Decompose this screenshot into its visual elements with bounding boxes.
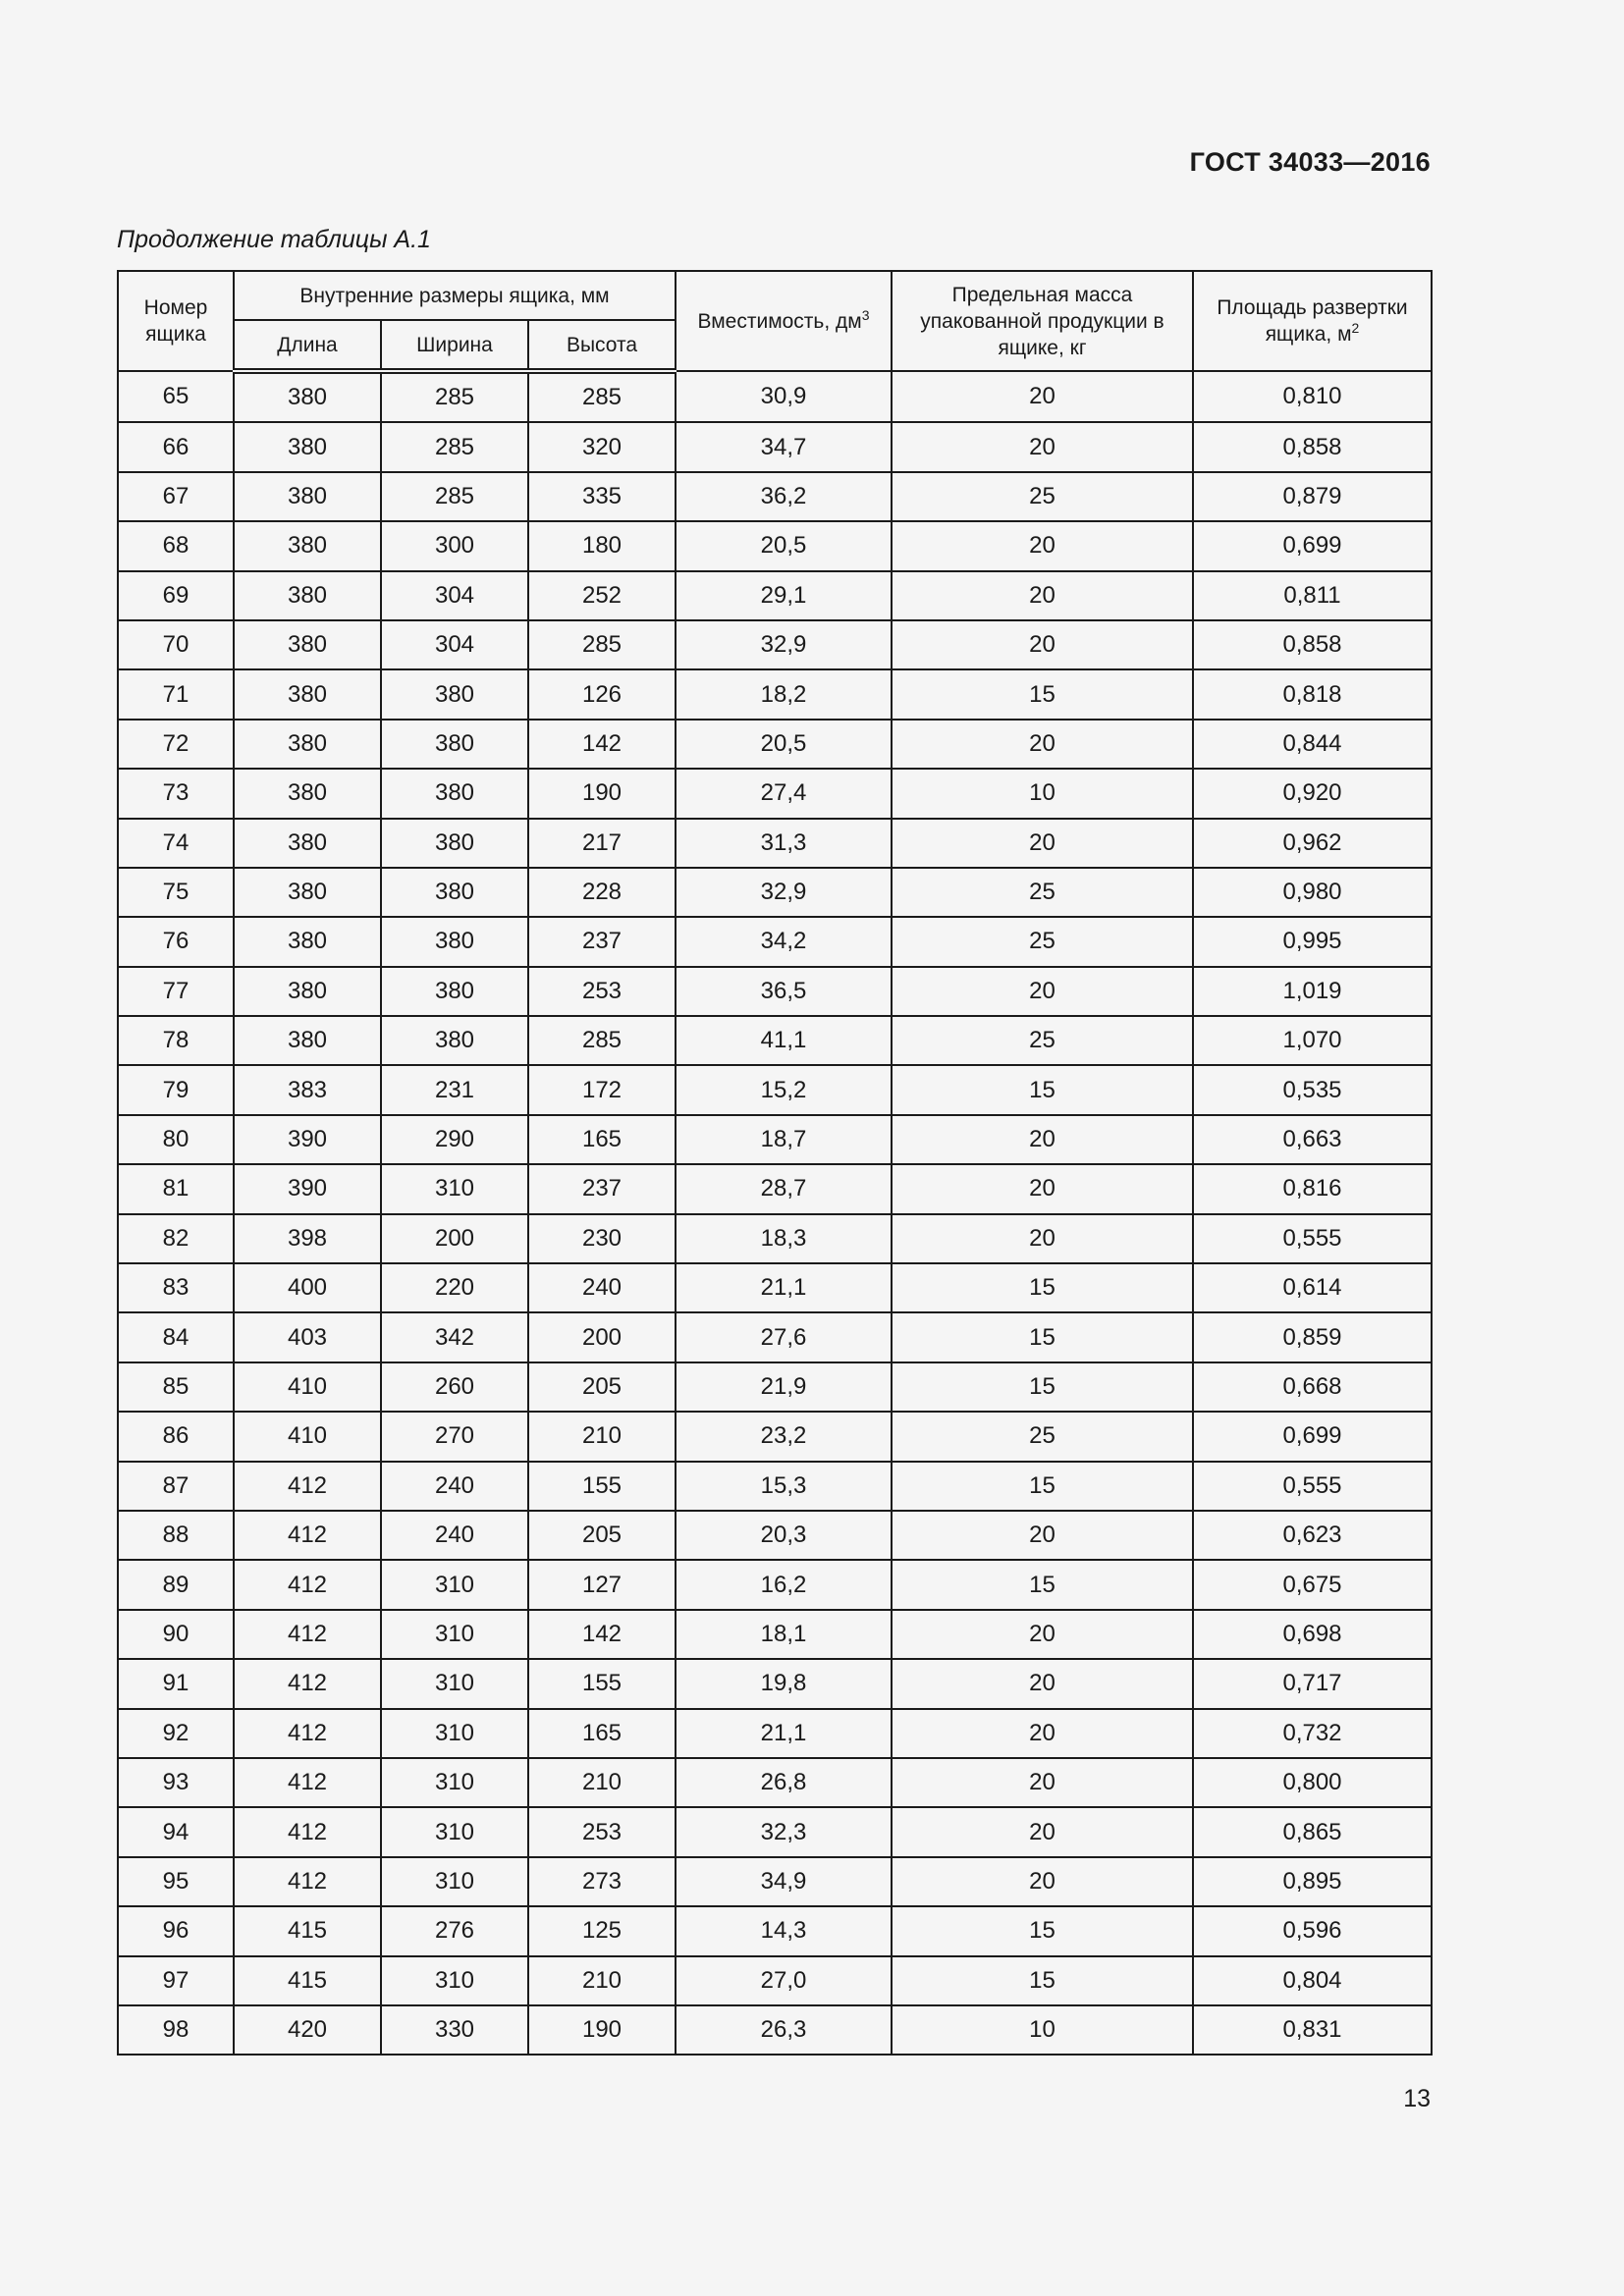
width-cell: 342 [381,1312,528,1362]
height-cell: 285 [528,620,676,669]
height-cell: 210 [528,1412,676,1461]
box-number-cell: 69 [118,571,234,620]
area-cell: 0,818 [1193,669,1432,719]
max-mass-cell: 15 [892,1362,1193,1412]
capacity-cell: 41,1 [676,1016,892,1065]
max-mass-cell: 20 [892,422,1193,471]
width-cell: 240 [381,1462,528,1511]
box-number-cell: 90 [118,1610,234,1659]
height-cell: 285 [528,1016,676,1065]
width-cell: 231 [381,1065,528,1114]
length-cell: 390 [234,1115,381,1164]
capacity-cell: 27,4 [676,769,892,818]
length-cell: 412 [234,1807,381,1856]
max-mass-cell: 15 [892,1560,1193,1609]
table-row [118,819,1432,868]
area-cell: 0,555 [1193,1462,1432,1511]
capacity-cell: 16,2 [676,1560,892,1609]
area-cell: 0,831 [1193,2005,1432,2055]
table-row [118,1412,1432,1461]
width-cell: 380 [381,917,528,966]
header-area-exponent: 2 [1351,320,1360,336]
table-row [118,1511,1432,1560]
max-mass-cell: 25 [892,472,1193,521]
length-cell: 412 [234,1857,381,1906]
length-cell: 390 [234,1164,381,1213]
table-row [118,1807,1432,1856]
area-cell: 0,699 [1193,1412,1432,1461]
height-cell: 230 [528,1214,676,1263]
capacity-cell: 32,3 [676,1807,892,1856]
box-number-cell: 76 [118,917,234,966]
area-cell: 0,555 [1193,1214,1432,1263]
box-number-cell: 93 [118,1758,234,1807]
capacity-cell: 29,1 [676,571,892,620]
length-cell: 415 [234,1956,381,2005]
length-cell: 380 [234,967,381,1016]
capacity-cell: 36,2 [676,472,892,521]
max-mass-cell: 10 [892,2005,1193,2055]
height-cell: 210 [528,1956,676,2005]
capacity-cell: 32,9 [676,868,892,917]
max-mass-cell: 15 [892,669,1193,719]
table-row [118,868,1432,917]
width-cell: 310 [381,1956,528,2005]
max-mass-cell: 20 [892,1214,1193,1263]
height-cell: 320 [528,422,676,471]
box-number-cell: 83 [118,1263,234,1312]
length-cell: 412 [234,1659,381,1708]
area-cell: 0,980 [1193,868,1432,917]
width-cell: 380 [381,720,528,769]
max-mass-cell: 15 [892,1906,1193,1955]
box-number-cell: 86 [118,1412,234,1461]
height-cell: 228 [528,868,676,917]
length-cell: 420 [234,2005,381,2055]
width-cell: 270 [381,1412,528,1461]
table-row [118,1462,1432,1511]
table-row [118,967,1432,1016]
box-number-cell: 79 [118,1065,234,1114]
table-row [118,1906,1432,1955]
capacity-cell: 26,3 [676,2005,892,2055]
capacity-cell: 18,7 [676,1115,892,1164]
table-caption: Продолжение таблицы А.1 [117,226,431,253]
length-cell: 380 [234,819,381,868]
table-row [118,1956,1432,2005]
width-cell: 285 [381,472,528,521]
width-cell: 310 [381,1610,528,1659]
capacity-cell: 27,0 [676,1956,892,2005]
area-cell: 0,879 [1193,472,1432,521]
max-mass-cell: 20 [892,571,1193,620]
height-cell: 165 [528,1709,676,1758]
table-row [118,2005,1432,2055]
area-cell: 0,810 [1193,371,1432,422]
width-cell: 200 [381,1214,528,1263]
height-cell: 155 [528,1462,676,1511]
length-cell: 380 [234,371,381,422]
area-cell: 0,717 [1193,1659,1432,1708]
max-mass-cell: 25 [892,868,1193,917]
max-mass-cell: 20 [892,620,1193,669]
length-cell: 380 [234,521,381,570]
area-cell: 0,816 [1193,1164,1432,1213]
width-cell: 220 [381,1263,528,1312]
area-cell: 0,800 [1193,1758,1432,1807]
table-row [118,1065,1432,1114]
area-cell: 0,535 [1193,1065,1432,1114]
max-mass-cell: 15 [892,1956,1193,2005]
header-width: Ширина [381,320,528,371]
max-mass-cell: 20 [892,1610,1193,1659]
table-row [118,1263,1432,1312]
width-cell: 285 [381,371,528,422]
table-row [118,1362,1432,1412]
width-cell: 290 [381,1115,528,1164]
width-cell: 285 [381,422,528,471]
height-cell: 142 [528,720,676,769]
header-capacity-exponent: 3 [861,306,870,323]
area-cell: 0,699 [1193,521,1432,570]
area-cell: 0,596 [1193,1906,1432,1955]
box-number-cell: 74 [118,819,234,868]
box-number-cell: 95 [118,1857,234,1906]
capacity-cell: 34,2 [676,917,892,966]
box-number-cell: 92 [118,1709,234,1758]
length-cell: 380 [234,720,381,769]
max-mass-cell: 25 [892,1412,1193,1461]
width-cell: 380 [381,1016,528,1065]
box-number-cell: 80 [118,1115,234,1164]
height-cell: 253 [528,967,676,1016]
capacity-cell: 18,2 [676,669,892,719]
capacity-cell: 20,5 [676,720,892,769]
capacity-cell: 21,9 [676,1362,892,1412]
header-length: Длина [234,320,381,371]
header-area-label: Площадь развертки ящика, м [1217,296,1408,346]
length-cell: 412 [234,1560,381,1609]
box-number-cell: 66 [118,422,234,471]
length-cell: 398 [234,1214,381,1263]
table-row [118,1560,1432,1609]
table-row [118,1659,1432,1708]
height-cell: 285 [528,371,676,422]
width-cell: 310 [381,1709,528,1758]
length-cell: 380 [234,620,381,669]
box-number-cell: 77 [118,967,234,1016]
box-number-cell: 67 [118,472,234,521]
height-cell: 273 [528,1857,676,1906]
header-area [1193,271,1432,371]
area-cell: 0,732 [1193,1709,1432,1758]
area-cell: 0,663 [1193,1115,1432,1164]
area-cell: 0,962 [1193,819,1432,868]
capacity-cell: 14,3 [676,1906,892,1955]
length-cell: 412 [234,1511,381,1560]
width-cell: 310 [381,1164,528,1213]
length-cell: 380 [234,571,381,620]
max-mass-cell: 20 [892,1709,1193,1758]
table-row [118,769,1432,818]
box-number-cell: 82 [118,1214,234,1263]
height-cell: 240 [528,1263,676,1312]
box-dimensions-table [117,270,1433,2056]
area-cell: 0,698 [1193,1610,1432,1659]
capacity-cell: 20,3 [676,1511,892,1560]
capacity-cell: 28,7 [676,1164,892,1213]
width-cell: 380 [381,819,528,868]
box-number-cell: 70 [118,620,234,669]
area-cell: 0,858 [1193,620,1432,669]
length-cell: 412 [234,1758,381,1807]
box-number-cell: 88 [118,1511,234,1560]
width-cell: 310 [381,1807,528,1856]
box-number-cell: 96 [118,1906,234,1955]
width-cell: 380 [381,769,528,818]
capacity-cell: 32,9 [676,620,892,669]
header-inner-dimensions: Внутренние размеры ящика, мм [234,271,676,320]
header-height: Высота [528,320,676,371]
max-mass-cell: 20 [892,1659,1193,1708]
height-cell: 190 [528,769,676,818]
length-cell: 380 [234,472,381,521]
length-cell: 380 [234,868,381,917]
max-mass-cell: 25 [892,1016,1193,1065]
width-cell: 380 [381,868,528,917]
page-number: 13 [1403,2085,1431,2112]
height-cell: 126 [528,669,676,719]
width-cell: 304 [381,571,528,620]
capacity-cell: 15,2 [676,1065,892,1114]
table-row [118,571,1432,620]
max-mass-cell: 20 [892,1758,1193,1807]
area-cell: 0,675 [1193,1560,1432,1609]
capacity-cell: 34,9 [676,1857,892,1906]
area-cell: 0,895 [1193,1857,1432,1906]
width-cell: 380 [381,669,528,719]
box-number-cell: 72 [118,720,234,769]
box-number-cell: 73 [118,769,234,818]
box-number-cell: 75 [118,868,234,917]
capacity-cell: 27,6 [676,1312,892,1362]
box-number-cell: 71 [118,669,234,719]
table-row [118,669,1432,719]
width-cell: 260 [381,1362,528,1412]
box-number-cell: 81 [118,1164,234,1213]
capacity-cell: 36,5 [676,967,892,1016]
width-cell: 276 [381,1906,528,1955]
length-cell: 400 [234,1263,381,1312]
table-body [118,371,1432,2055]
area-cell: 0,844 [1193,720,1432,769]
area-cell: 0,859 [1193,1312,1432,1362]
height-cell: 190 [528,2005,676,2055]
width-cell: 310 [381,1560,528,1609]
max-mass-cell: 20 [892,1511,1193,1560]
table-row [118,1610,1432,1659]
height-cell: 180 [528,521,676,570]
max-mass-cell: 20 [892,1115,1193,1164]
length-cell: 380 [234,769,381,818]
length-cell: 380 [234,422,381,471]
length-cell: 380 [234,669,381,719]
capacity-cell: 34,7 [676,422,892,471]
max-mass-cell: 20 [892,720,1193,769]
box-number-cell: 87 [118,1462,234,1511]
table-row [118,1214,1432,1263]
height-cell: 205 [528,1362,676,1412]
length-cell: 412 [234,1709,381,1758]
capacity-cell: 15,3 [676,1462,892,1511]
height-cell: 125 [528,1906,676,1955]
length-cell: 410 [234,1412,381,1461]
area-cell: 0,623 [1193,1511,1432,1560]
width-cell: 330 [381,2005,528,2055]
table-row [118,1312,1432,1362]
length-cell: 380 [234,1016,381,1065]
area-cell: 0,865 [1193,1807,1432,1856]
header-capacity-label: Вместимость, дм [697,309,862,333]
capacity-cell: 26,8 [676,1758,892,1807]
max-mass-cell: 15 [892,1065,1193,1114]
table-row [118,917,1432,966]
max-mass-cell: 15 [892,1263,1193,1312]
area-cell: 0,668 [1193,1362,1432,1412]
height-cell: 253 [528,1807,676,1856]
header-max-mass: Предельная масса упакованной продукции в ящике, кг [892,271,1193,371]
height-cell: 210 [528,1758,676,1807]
area-cell: 0,804 [1193,1956,1432,2005]
width-cell: 380 [381,967,528,1016]
table-row [118,620,1432,669]
box-number-cell: 98 [118,2005,234,2055]
header-capacity [676,271,892,371]
area-cell: 1,019 [1193,967,1432,1016]
height-cell: 200 [528,1312,676,1362]
table-row [118,1709,1432,1758]
table-row [118,1164,1432,1213]
table-row [118,1016,1432,1065]
width-cell: 300 [381,521,528,570]
height-cell: 142 [528,1610,676,1659]
area-cell: 0,811 [1193,571,1432,620]
width-cell: 310 [381,1758,528,1807]
header-box-number: Номер ящика [118,271,234,371]
table-row [118,472,1432,521]
max-mass-cell: 10 [892,769,1193,818]
area-cell: 0,920 [1193,769,1432,818]
capacity-cell: 18,1 [676,1610,892,1659]
area-cell: 0,995 [1193,917,1432,966]
box-number-cell: 91 [118,1659,234,1708]
box-number-cell: 97 [118,1956,234,2005]
box-number-cell: 68 [118,521,234,570]
height-cell: 205 [528,1511,676,1560]
table-row [118,1115,1432,1164]
box-number-cell: 65 [118,371,234,422]
capacity-cell: 31,3 [676,819,892,868]
height-cell: 127 [528,1560,676,1609]
table-row [118,1857,1432,1906]
box-number-cell: 78 [118,1016,234,1065]
length-cell: 412 [234,1610,381,1659]
height-cell: 237 [528,917,676,966]
table-row [118,720,1432,769]
length-cell: 410 [234,1362,381,1412]
capacity-cell: 18,3 [676,1214,892,1263]
box-number-cell: 89 [118,1560,234,1609]
box-number-cell: 85 [118,1362,234,1412]
max-mass-cell: 15 [892,1312,1193,1362]
max-mass-cell: 20 [892,521,1193,570]
height-cell: 172 [528,1065,676,1114]
capacity-cell: 23,2 [676,1412,892,1461]
capacity-cell: 21,1 [676,1709,892,1758]
width-cell: 310 [381,1857,528,1906]
height-cell: 155 [528,1659,676,1708]
max-mass-cell: 25 [892,917,1193,966]
width-cell: 310 [381,1659,528,1708]
height-cell: 237 [528,1164,676,1213]
height-cell: 252 [528,571,676,620]
box-number-cell: 84 [118,1312,234,1362]
height-cell: 335 [528,472,676,521]
max-mass-cell: 20 [892,371,1193,422]
capacity-cell: 20,5 [676,521,892,570]
max-mass-cell: 15 [892,1462,1193,1511]
length-cell: 403 [234,1312,381,1362]
height-cell: 165 [528,1115,676,1164]
box-number-cell: 94 [118,1807,234,1856]
length-cell: 415 [234,1906,381,1955]
capacity-cell: 19,8 [676,1659,892,1708]
height-cell: 217 [528,819,676,868]
capacity-cell: 30,9 [676,371,892,422]
table-row [118,371,1432,422]
max-mass-cell: 20 [892,1857,1193,1906]
area-cell: 0,858 [1193,422,1432,471]
length-cell: 412 [234,1462,381,1511]
document-code: ГОСТ 34033—2016 [1189,147,1431,177]
length-cell: 383 [234,1065,381,1114]
capacity-cell: 21,1 [676,1263,892,1312]
area-cell: 1,070 [1193,1016,1432,1065]
width-cell: 240 [381,1511,528,1560]
max-mass-cell: 20 [892,1164,1193,1213]
table-row [118,1758,1432,1807]
max-mass-cell: 20 [892,1807,1193,1856]
table-row [118,521,1432,570]
length-cell: 380 [234,917,381,966]
max-mass-cell: 20 [892,967,1193,1016]
max-mass-cell: 20 [892,819,1193,868]
area-cell: 0,614 [1193,1263,1432,1312]
width-cell: 304 [381,620,528,669]
table-row [118,422,1432,471]
